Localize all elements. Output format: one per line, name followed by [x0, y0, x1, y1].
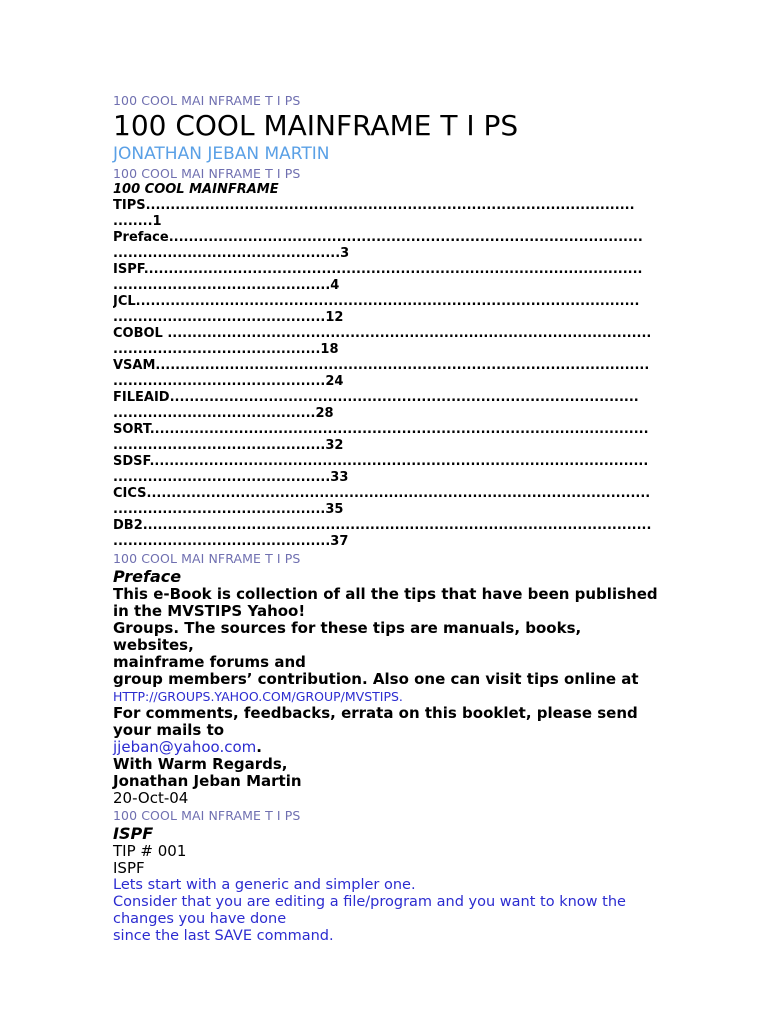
toc-entry-page: ..........................................18 [113, 342, 339, 357]
toc-entry-line: TIPS................................................................................................... [113, 198, 635, 213]
preface-line: For comments, feedbacks, errata on this booklet, please send [113, 704, 638, 722]
toc-entry-page: .........................................28 [113, 406, 334, 421]
date-line: 20-Oct-04 [113, 789, 189, 807]
tip-number: TIP # 001 [113, 842, 187, 860]
toc-entry-line: CICS...................................................................................................... [113, 486, 651, 501]
preface-line: mainframe forums and [113, 653, 306, 671]
tip-text-line: Consider that you are editing a file/program and you want to know the [113, 894, 626, 910]
preface-line: This e-Book is collection of all the tips that have been published [113, 585, 658, 603]
toc-entry-line: Preface................................................................................................ [113, 230, 643, 245]
preface-line: your mails to [113, 721, 225, 739]
email-suffix: . [256, 738, 262, 756]
preface-line: group members’ contribution. Also one can visit tips online at [113, 670, 639, 688]
running-header: 100 COOL MAI NFRAME T I PS [113, 166, 301, 181]
section-heading: Preface [113, 567, 182, 586]
tip-topic: ISPF [113, 859, 145, 877]
toc-entry-line: JCL...................................................................................................... [113, 294, 640, 309]
toc-entry-page: ............................................33 [113, 470, 349, 485]
toc-entry-line: ISPF..................................................................................................... [113, 262, 643, 277]
toc-heading: 100 COOL MAINFRAME [113, 182, 279, 197]
section-heading: ISPF [113, 824, 154, 843]
regards-line: With Warm Regards, [113, 755, 288, 773]
toc-entry-line: DB2....................................................................................................... [113, 518, 652, 533]
preface-line: in the MVSTIPS Yahoo! [113, 602, 306, 620]
document-page [113, 92, 658, 945]
tip-text-line: Lets start with a generic and simpler one. [113, 877, 416, 893]
toc-entry-line: COBOL .................................................................................................. [113, 326, 652, 341]
toc-entry-page: ............................................37 [113, 534, 349, 549]
toc-entry-line: SORT..................................................................................................... [113, 422, 649, 437]
preface-line: Groups. The sources for these tips are manuals, books, websites, [113, 619, 582, 654]
toc-entry-line: SDSF..................................................................................................... [113, 454, 649, 469]
toc-entry-page: ...........................................35 [113, 502, 344, 517]
ispf-section [113, 824, 658, 945]
toc-entry-line: VSAM.................................................................................................... [113, 358, 650, 373]
email-line [113, 739, 658, 756]
toc-entry-page: ...........................................32 [113, 438, 344, 453]
website-link[interactable]: HTTP://GROUPS.YAHOO.COM/GROUP/MVSTIPS. [113, 689, 403, 704]
toc-entry-page: ..............................................3 [113, 246, 350, 261]
tip-text-line: since the last SAVE command. [113, 928, 334, 944]
author-name: JONATHAN JEBAN MARTIN [113, 144, 330, 164]
preface-section [113, 567, 658, 807]
toc-entry-page: ........1 [113, 214, 162, 229]
running-header: 100 COOL MAI NFRAME T I PS [113, 551, 301, 566]
toc-entry-line: FILEAID............................................................................................... [113, 390, 639, 405]
toc-entry-page: ...........................................24 [113, 374, 344, 389]
email-link[interactable]: jjeban@yahoo.com [113, 738, 257, 756]
table-of-contents [113, 182, 658, 550]
running-header: 100 COOL MAI NFRAME T I PS [113, 808, 301, 823]
toc-entry-page: ...........................................12 [113, 310, 344, 325]
running-header: 100 COOL MAI NFRAME T I PS [113, 93, 301, 108]
toc-list [113, 198, 658, 550]
tip-text-line: changes you have done [113, 911, 287, 927]
signature-line: Jonathan Jeban Martin [113, 772, 302, 790]
toc-entry-page: ............................................4 [113, 278, 340, 293]
document-title: 100 COOL MAINFRAME T I PS [113, 109, 519, 142]
